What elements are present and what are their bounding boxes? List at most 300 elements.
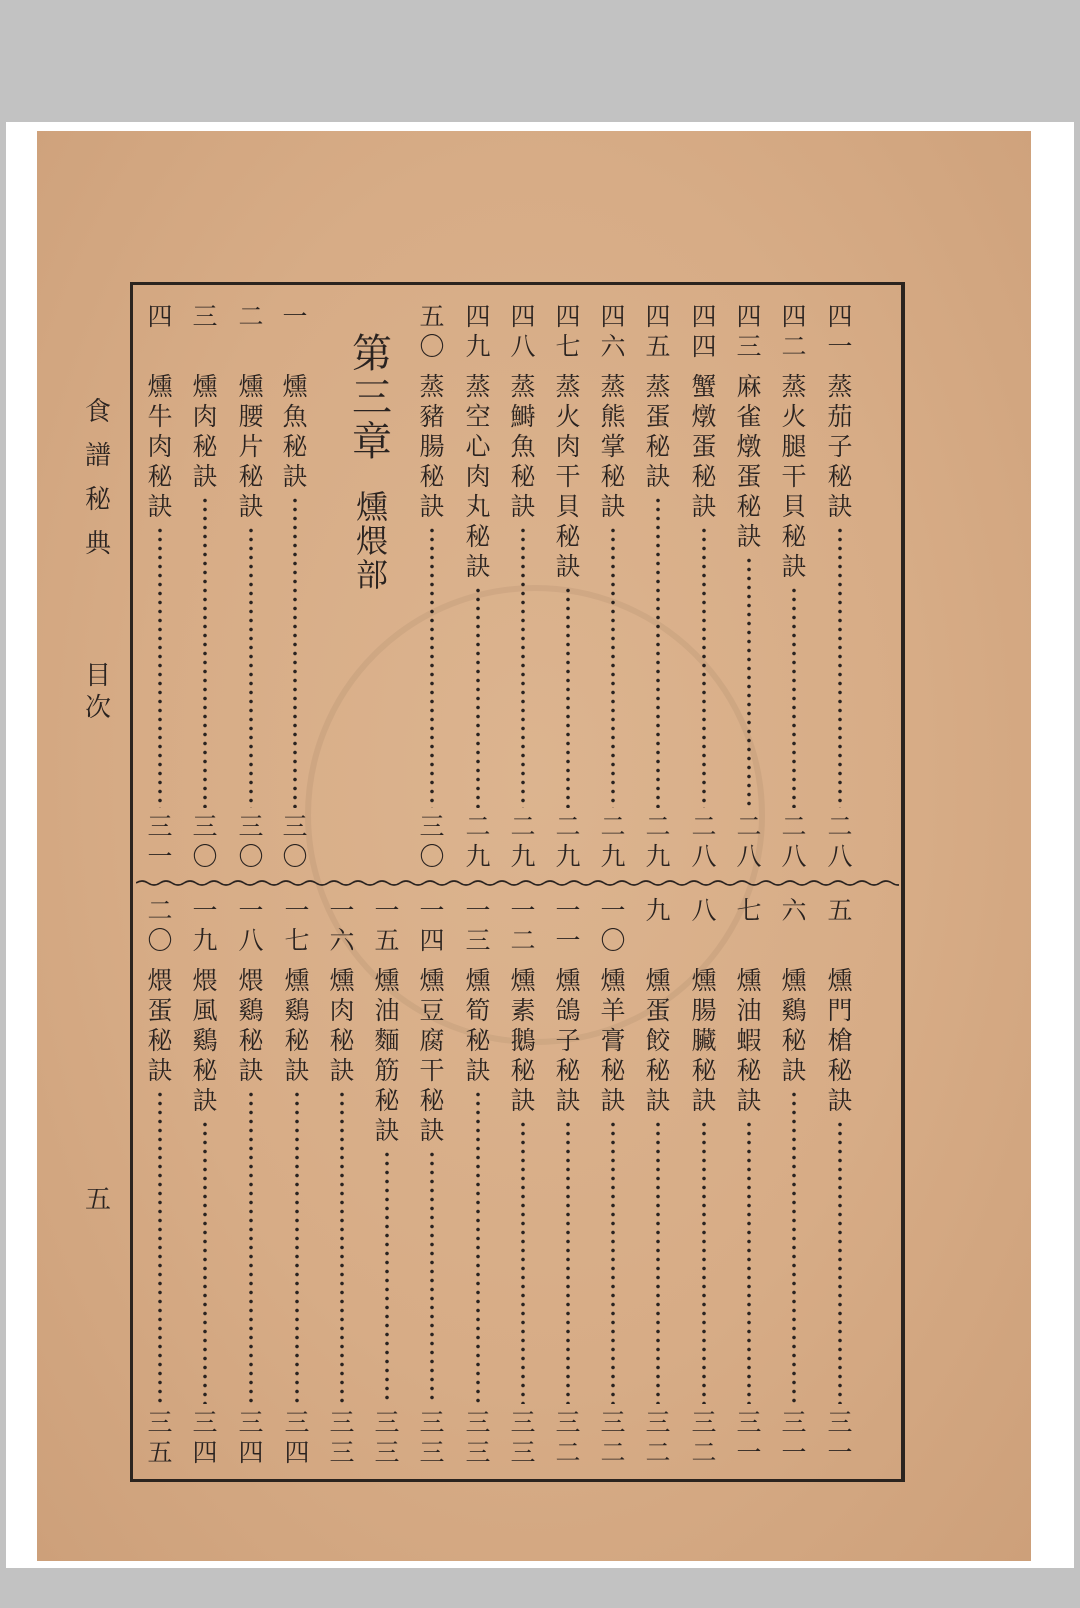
entry-title-char: 鷄 — [192, 1026, 218, 1055]
chapter-subtitle-char: 燻 — [355, 488, 388, 526]
entry-title-char: 訣 — [691, 492, 717, 521]
entry-number-char: 四 — [555, 302, 581, 331]
entry-title-char: 訣 — [192, 462, 218, 491]
entry-number — [374, 896, 399, 956]
entry-title-char: 秘 — [374, 1086, 400, 1115]
entry-page — [600, 812, 625, 872]
entry-page-char: 三 — [238, 1408, 264, 1437]
entry-title-char: 蛋 — [645, 996, 671, 1025]
leader-dots — [249, 1090, 253, 1404]
entry-title-char: 筋 — [374, 1056, 400, 1085]
entry-title-char: 火 — [781, 402, 807, 431]
entry-title-char: 訣 — [510, 1086, 536, 1115]
entry-title — [282, 372, 307, 492]
entry-title — [465, 372, 490, 582]
entry-title-char: 蟹 — [691, 372, 717, 401]
entry-page-char: 三 — [284, 1408, 310, 1437]
entry-title — [419, 372, 444, 522]
entry-title — [192, 372, 217, 492]
entry-title-char: 秘 — [691, 462, 717, 491]
entry-page — [827, 812, 852, 872]
entry-number-char: 六 — [600, 332, 626, 361]
entry-title-char: 燻 — [374, 966, 400, 995]
entry-number — [691, 302, 716, 362]
entry-page — [238, 812, 263, 872]
entry-title-char: 訣 — [510, 492, 536, 521]
entry-page-char: 九 — [510, 842, 536, 871]
entry-page-char: 二 — [645, 812, 671, 841]
leader-dots — [521, 1120, 525, 1404]
entry-title-char: 秘 — [736, 492, 762, 521]
entry-number-char: 一 — [329, 896, 355, 925]
entry-number-char: 一 — [282, 302, 308, 331]
entry-page-char: 一 — [736, 1438, 762, 1467]
entry-page-char: 三 — [465, 1438, 491, 1467]
entry-number-char: 〇 — [419, 332, 445, 361]
entry-title-char: 秘 — [600, 462, 626, 491]
entry-title-char: 秘 — [781, 1026, 807, 1055]
entry-title — [329, 966, 354, 1086]
entry-title-char: 風 — [192, 996, 218, 1025]
entry-number — [419, 302, 444, 362]
entry-title-char: 心 — [465, 432, 491, 461]
entry-page — [510, 812, 535, 872]
book-title-char: 典 — [84, 529, 111, 559]
leader-dots — [295, 1090, 299, 1404]
leader-dots — [747, 556, 751, 808]
entry-title — [645, 966, 670, 1116]
entry-title — [827, 372, 852, 522]
leader-dots — [838, 1120, 842, 1404]
entry-page-char: 三 — [147, 1408, 173, 1437]
toc-entry — [551, 896, 585, 1468]
entry-title-char: 膏 — [600, 1026, 626, 1055]
entry-number — [736, 896, 761, 926]
entry-title-char: 訣 — [238, 492, 264, 521]
entry-title-char: 燻 — [691, 966, 717, 995]
toc-entry — [596, 302, 630, 872]
entry-title-char: 蛋 — [645, 402, 671, 431]
entry-title-char: 燻 — [600, 966, 626, 995]
book-title — [80, 390, 116, 566]
entry-title-char: 燻 — [329, 966, 355, 995]
entry-number-char: 五 — [374, 926, 400, 955]
entry-title-char: 訣 — [781, 1056, 807, 1085]
entry-title — [600, 966, 625, 1116]
entry-title-char: 秘 — [555, 522, 581, 551]
entry-number-char: 二 — [238, 302, 264, 331]
leader-dots — [430, 1150, 434, 1404]
entry-title — [555, 372, 580, 582]
entry-number — [781, 896, 806, 926]
leader-dots — [385, 1150, 389, 1404]
chapter-title-char: 第 — [352, 331, 392, 377]
entry-title-char: 燉 — [691, 402, 717, 431]
entry-number — [600, 896, 625, 956]
entry-title-char: 秘 — [329, 1026, 355, 1055]
entry-title-char: 蒸 — [645, 372, 671, 401]
entry-number-char: 四 — [736, 302, 762, 331]
entry-title-char: 燻 — [645, 966, 671, 995]
entry-number — [691, 896, 716, 926]
entry-number-char: 八 — [510, 332, 536, 361]
entry-number — [645, 302, 670, 362]
entry-page-char: 三 — [282, 812, 308, 841]
entry-title-char: 訣 — [555, 1086, 581, 1115]
toc-entry — [687, 302, 721, 872]
toc-entry — [278, 302, 312, 872]
entry-number — [192, 896, 217, 956]
leader-dots — [521, 526, 525, 808]
entry-title-char: 秘 — [736, 1056, 762, 1085]
entry-number-char: 二 — [510, 926, 536, 955]
entry-title-char: 秘 — [238, 1026, 264, 1055]
toc-entry — [732, 302, 766, 872]
entry-page-char: 八 — [781, 842, 807, 871]
toc-entry — [732, 896, 766, 1468]
entry-title-char: 鷄 — [781, 996, 807, 1025]
toc-entry — [188, 896, 222, 1468]
entry-page — [555, 812, 580, 872]
entry-page — [781, 1408, 806, 1468]
entry-title-char: 秘 — [147, 462, 173, 491]
entry-page-char: 一 — [827, 1438, 853, 1467]
entry-page-char: 〇 — [192, 842, 218, 871]
entry-number — [284, 896, 309, 956]
entry-title-char: 肉 — [555, 432, 581, 461]
chapter-subtitle-char: 煨 — [355, 522, 388, 560]
entry-title — [827, 966, 852, 1116]
entry-title-char: 訣 — [645, 462, 671, 491]
page-number — [80, 1178, 116, 1222]
entry-number-char: 一 — [600, 896, 626, 925]
entry-title — [147, 372, 172, 522]
entry-title-char: 訣 — [419, 492, 445, 521]
entry-title-char: 蝦 — [736, 1026, 762, 1055]
entry-number — [192, 302, 217, 332]
entry-title-char: 訣 — [827, 492, 853, 521]
entry-number-char: 四 — [465, 302, 491, 331]
entry-title-char: 牛 — [147, 402, 173, 431]
entry-title-char: 蒸 — [827, 372, 853, 401]
entry-number-char: 三 — [465, 926, 491, 955]
entry-page — [147, 812, 172, 872]
entry-title-char: 肉 — [329, 996, 355, 1025]
entry-title — [147, 966, 172, 1086]
entry-title-char: 秘 — [238, 462, 264, 491]
entry-page-char: 八 — [736, 842, 762, 871]
entry-title-char: 蒸 — [781, 372, 807, 401]
entry-title-char: 干 — [419, 1056, 445, 1085]
entry-title-char: 蛋 — [147, 996, 173, 1025]
toc-entry — [823, 896, 857, 1468]
toc-entry — [188, 302, 222, 872]
entry-title — [691, 966, 716, 1116]
entry-title — [374, 966, 399, 1146]
entry-number-char: 四 — [510, 302, 536, 331]
entry-page-char: 三 — [238, 812, 264, 841]
entry-title-char: 干 — [555, 462, 581, 491]
entry-number-char: 〇 — [600, 926, 626, 955]
entry-title-char: 秘 — [510, 462, 536, 491]
entry-page — [147, 1408, 172, 1468]
entry-number-char: 四 — [781, 302, 807, 331]
entry-page-char: 一 — [147, 842, 173, 871]
entry-title-char: 燻 — [555, 966, 581, 995]
entry-title-char: 煨 — [238, 966, 264, 995]
entry-title-char: 豬 — [419, 402, 445, 431]
entry-title-char: 燻 — [238, 372, 264, 401]
toc-entry — [143, 896, 177, 1468]
entry-number-char: 九 — [645, 896, 671, 925]
entry-page-char: 三 — [329, 1438, 355, 1467]
entry-page-char: 三 — [419, 812, 445, 841]
section-label — [80, 660, 116, 724]
entry-title — [419, 966, 444, 1146]
entry-title-char: 肉 — [147, 432, 173, 461]
entry-title-char: 腰 — [238, 402, 264, 431]
entry-title-char: 蒸 — [419, 372, 445, 401]
entry-title-char: 煨 — [147, 966, 173, 995]
entry-title-char: 雀 — [736, 402, 762, 431]
entry-title-char: 訣 — [736, 522, 762, 551]
entry-title-char: 子 — [827, 432, 853, 461]
entry-title-char: 訣 — [781, 552, 807, 581]
entry-title-char: 訣 — [827, 1086, 853, 1115]
book-title-char: 食 — [84, 397, 111, 427]
entry-title-char: 火 — [555, 402, 581, 431]
entry-title-char: 干 — [781, 462, 807, 491]
entry-title-char: 燻 — [510, 966, 536, 995]
entry-title-char: 秘 — [555, 1056, 581, 1085]
entry-page-char: 三 — [827, 1408, 853, 1437]
toc-entry — [461, 896, 495, 1468]
entry-number-char: 四 — [827, 302, 853, 331]
entry-number-char: 五 — [419, 302, 445, 331]
toc-entry — [325, 896, 359, 1468]
entry-title-char: 訣 — [645, 1086, 671, 1115]
entry-page — [282, 812, 307, 872]
entry-number-char: 三 — [192, 302, 218, 331]
leader-dots — [476, 1090, 480, 1404]
entry-number-char: 四 — [600, 302, 626, 331]
entry-title-char: 秘 — [600, 1056, 626, 1085]
entry-title-char: 訣 — [555, 552, 581, 581]
entry-title — [555, 966, 580, 1116]
entry-page-char: 三 — [555, 1408, 581, 1437]
section-label-char: 次 — [84, 693, 111, 723]
entry-page-char: 三 — [374, 1408, 400, 1437]
toc-entry — [461, 302, 495, 872]
section-label-char: 目 — [84, 661, 111, 691]
entry-page-char: 二 — [781, 812, 807, 841]
toc-entry — [506, 896, 540, 1468]
entry-number-char: 二 — [781, 332, 807, 361]
toc-entry — [687, 896, 721, 1468]
entry-title-char: 腸 — [419, 432, 445, 461]
entry-number-char: 八 — [691, 896, 717, 925]
entry-number-char: 一 — [192, 896, 218, 925]
entry-number-char: 四 — [691, 302, 717, 331]
entry-title-char: 油 — [736, 996, 762, 1025]
entry-page-char: 二 — [691, 1438, 717, 1467]
entry-page-char: 二 — [827, 812, 853, 841]
entry-number — [419, 896, 444, 956]
leader-dots — [476, 586, 480, 808]
entry-number-char: 〇 — [147, 926, 173, 955]
entry-title-char: 肉 — [465, 462, 491, 491]
entry-title-char: 筍 — [465, 996, 491, 1025]
leader-dots — [566, 1120, 570, 1404]
entry-page-char: 八 — [691, 842, 717, 871]
entry-page — [736, 812, 761, 872]
entry-title-char: 訣 — [465, 552, 491, 581]
entry-title-char: 訣 — [691, 1086, 717, 1115]
entry-title-char: 腿 — [781, 432, 807, 461]
entry-number — [781, 302, 806, 362]
entry-title — [192, 966, 217, 1116]
entry-title-char: 肉 — [192, 402, 218, 431]
entry-page — [600, 1408, 625, 1468]
leader-dots — [702, 526, 706, 808]
entry-title-char: 秘 — [192, 1056, 218, 1085]
toc-entry — [551, 302, 585, 872]
entry-title-char: 訣 — [282, 462, 308, 491]
entry-title-char: 餃 — [645, 1026, 671, 1055]
entry-page — [284, 1408, 309, 1468]
entry-page-char: 三 — [736, 1408, 762, 1437]
entry-page-char: 二 — [600, 812, 626, 841]
entry-number — [555, 302, 580, 362]
entry-title-char: 燉 — [736, 432, 762, 461]
leader-dots — [430, 526, 434, 808]
entry-page — [465, 1408, 490, 1468]
toc-entry — [280, 896, 314, 1468]
entry-number-char: 三 — [736, 332, 762, 361]
entry-page — [691, 812, 716, 872]
section-divider — [136, 878, 899, 888]
entry-number — [827, 896, 852, 926]
entry-title — [510, 372, 535, 522]
entry-title-char: 蒸 — [510, 372, 536, 401]
entry-title-char: 秘 — [192, 432, 218, 461]
entry-number — [645, 896, 670, 926]
toc-entry — [234, 896, 268, 1468]
entry-title-char: 麵 — [374, 1026, 400, 1055]
entry-title-char: 秘 — [645, 432, 671, 461]
toc-entry — [506, 302, 540, 872]
entry-title-char: 燻 — [781, 966, 807, 995]
entry-page-char: 九 — [555, 842, 581, 871]
entry-number-char: 八 — [238, 926, 264, 955]
entry-title-char: 秘 — [691, 1056, 717, 1085]
entry-page-char: 三 — [645, 1408, 671, 1437]
entry-title-char: 鰣 — [510, 402, 536, 431]
chapter-title-char: 章 — [352, 419, 392, 465]
entry-number-char: 一 — [238, 896, 264, 925]
entry-title-char: 油 — [374, 996, 400, 1025]
chapter-subtitle-char: 部 — [355, 556, 388, 594]
entry-page-char: 〇 — [282, 842, 308, 871]
toc-entry — [777, 302, 811, 872]
entry-number-char: 五 — [645, 332, 671, 361]
entry-title-char: 豆 — [419, 996, 445, 1025]
entry-number-char: 四 — [645, 302, 671, 331]
entry-page — [419, 1408, 444, 1468]
entry-page — [238, 1408, 263, 1468]
entry-number-char: 一 — [465, 896, 491, 925]
entry-title-char: 燻 — [282, 372, 308, 401]
entry-page-char: 九 — [645, 842, 671, 871]
entry-number-char: 五 — [827, 896, 853, 925]
entry-page-char: 二 — [645, 1438, 671, 1467]
entry-title-char: 訣 — [374, 1116, 400, 1145]
entry-title-char: 槍 — [827, 1026, 853, 1055]
entry-title-char: 秘 — [419, 462, 445, 491]
entry-page-char: 二 — [736, 812, 762, 841]
entry-number-char: 四 — [147, 302, 173, 331]
entry-page-char: 三 — [192, 1408, 218, 1437]
entry-title-char: 片 — [238, 432, 264, 461]
entry-title-char: 燻 — [419, 966, 445, 995]
entry-title-char: 燻 — [192, 372, 218, 401]
entry-page-char: 四 — [238, 1438, 264, 1467]
entry-title-char: 鷄 — [284, 996, 310, 1025]
entry-title — [691, 372, 716, 522]
entry-number — [147, 302, 172, 332]
toc-entry — [641, 302, 675, 872]
book-title-char: 譜 — [84, 441, 111, 471]
toc-entry — [596, 896, 630, 1468]
entry-page-char: 〇 — [419, 842, 445, 871]
leader-dots — [293, 496, 297, 808]
entry-page — [645, 1408, 670, 1468]
leader-dots — [566, 586, 570, 808]
entry-title — [781, 966, 806, 1086]
entry-title-char: 空 — [465, 402, 491, 431]
entry-page — [419, 812, 444, 872]
entry-page — [827, 1408, 852, 1468]
entry-title-char: 訣 — [284, 1056, 310, 1085]
entry-page-char: 四 — [284, 1438, 310, 1467]
entry-title-char: 秘 — [147, 1026, 173, 1055]
entry-title-char: 燻 — [147, 372, 173, 401]
toc-entry — [777, 896, 811, 1468]
entry-page — [465, 812, 490, 872]
entry-title-char: 秘 — [282, 432, 308, 461]
entry-number — [600, 302, 625, 362]
entry-title-char: 秘 — [465, 1026, 491, 1055]
entry-page-char: 二 — [555, 1438, 581, 1467]
entry-page-char: 三 — [419, 1438, 445, 1467]
entry-number-char: 六 — [781, 896, 807, 925]
leader-dots — [702, 1120, 706, 1404]
entry-number — [510, 896, 535, 956]
entry-number-char: 七 — [736, 896, 762, 925]
entry-title-char: 臟 — [691, 1026, 717, 1055]
entry-title-char: 魚 — [510, 432, 536, 461]
entry-title — [736, 372, 761, 552]
entry-title-char: 秘 — [781, 522, 807, 551]
entry-title — [645, 372, 670, 492]
entry-number-char: 九 — [465, 332, 491, 361]
entry-page-char: 一 — [781, 1438, 807, 1467]
entry-page-char: 三 — [691, 1408, 717, 1437]
entry-title-char: 燻 — [827, 966, 853, 995]
entry-page-char: 四 — [192, 1438, 218, 1467]
entry-page — [691, 1408, 716, 1468]
entry-page-char: 九 — [465, 842, 491, 871]
